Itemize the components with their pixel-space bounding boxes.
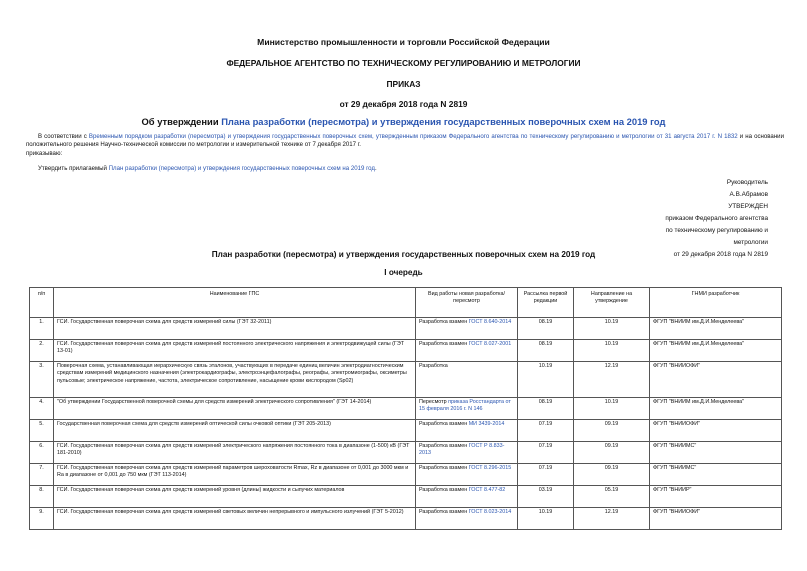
row-number: 1. xyxy=(30,318,54,340)
ministry-heading: Министерство промышленности и торговли Российской Федерации xyxy=(257,37,550,47)
row-developer: ФГУП "ВНИИМС" xyxy=(650,464,782,486)
order-word: приказываю: xyxy=(26,149,63,157)
row-developer: ФГУП "ВНИИОФИ" xyxy=(650,420,782,442)
preamble-text-2: и на основании положительного решения Научно-технической комиссии по метрологии и измерительной технике от 7 декабря 2017 г. xyxy=(26,133,784,149)
row-name: ГСИ. Государственная поверочная схема для средств измерений световых величин непрерывного и импульсного излучений (ГЭТ 5-2012) xyxy=(54,508,416,530)
row-name: "Об утверждении Государственной поверочной схемы для средств измерений электрического сопротивления" (ГЭТ 14-2014) xyxy=(54,398,416,420)
doc-type-heading: ПРИКАЗ xyxy=(386,79,421,89)
row-developer: ФГУП "ВНИИОФИ" xyxy=(650,508,782,530)
row-name: ГСИ. Государственная поверочная схема для средств измерений постоянного электрического напряжения и электродвижущей силы (ГЭТ 13-01) xyxy=(54,340,416,362)
approval-line-1: Руководитель xyxy=(726,179,768,186)
table-row xyxy=(30,340,782,362)
work-type-text: Пересмотр xyxy=(419,399,449,405)
row-work xyxy=(416,442,518,464)
table-row xyxy=(30,508,782,530)
row-approval: 05.19 xyxy=(574,486,650,508)
table-row xyxy=(30,464,782,486)
work-reference-link[interactable]: ГОСТ 8.477-82 xyxy=(468,487,506,493)
header-developer: ГНМИ разработчик xyxy=(650,288,782,318)
row-developer: ФГУП "ВНИИР" xyxy=(650,486,782,508)
work-reference-link[interactable]: ГОСТ Р 8.833-2013 xyxy=(419,443,505,457)
table-row xyxy=(30,318,782,340)
row-first-edition: 08.19 xyxy=(518,398,574,420)
approval-line-7: от 29 декабря 2018 года N 2819 xyxy=(673,251,768,258)
header-approval-send: Направление на утверждение xyxy=(574,288,650,318)
row-developer: ФГУП "ВНИИМС" xyxy=(650,442,782,464)
row-approval: 10.19 xyxy=(574,318,650,340)
approve-plan-link[interactable]: План разработки (пересмотра) и утверждения государственных поверочных схем на 2019 год xyxy=(108,165,375,172)
preamble-text-1: В соответствии с xyxy=(38,133,89,140)
table-header-row xyxy=(30,288,782,318)
table-row xyxy=(30,362,782,398)
table-row xyxy=(30,442,782,464)
row-approval: 12.19 xyxy=(574,362,650,398)
plan-title: План разработки (пересмотра) и утверждения государственных поверочных схем на 2019 год xyxy=(211,250,596,259)
row-first-edition: 10.19 xyxy=(518,508,574,530)
row-work xyxy=(416,486,518,508)
row-first-edition: 07.19 xyxy=(518,442,574,464)
approval-line-5: по техническому регулированию и xyxy=(665,227,768,234)
work-type-text: Разработка взамен xyxy=(419,421,469,427)
approve-suffix: . xyxy=(374,165,377,172)
row-first-edition: 07.19 xyxy=(518,464,574,486)
approval-line-2: А.В.Абрамов xyxy=(729,191,768,198)
approve-prefix: Утвердить прилагаемый xyxy=(38,165,109,172)
row-approval: 09.19 xyxy=(574,442,650,464)
approval-line-4: приказом Федерального агентства xyxy=(665,215,768,222)
work-type-text: Разработка взамен xyxy=(419,341,469,347)
row-first-edition: 03.19 xyxy=(518,486,574,508)
row-name: Государственная поверочная схема для средств измерений оптической силы очковой оптики (ГЭТ 205-2013) xyxy=(54,420,416,442)
work-reference-link[interactable]: ГОСТ 8.027-2001 xyxy=(468,341,512,347)
order-title xyxy=(0,116,807,127)
header-number: п/п xyxy=(30,288,54,318)
row-developer: ФГУП "ВНИИМ им.Д.И.Менделеева" xyxy=(650,318,782,340)
row-developer: ФГУП "ВНИИМ им.Д.И.Менделеева" xyxy=(650,398,782,420)
row-number: 8. xyxy=(30,486,54,508)
row-name: ГСИ. Государственная поверочная схема для средств измерений силы (ГЭТ 32-2011) xyxy=(54,318,416,340)
row-number: 4. xyxy=(30,398,54,420)
work-reference-link[interactable]: ГОСТ 8.023-2014 xyxy=(468,509,512,515)
temporary-procedure-link[interactable]: Временным порядком разработки (пересмотра) и утверждения государственных поверочных схем, утвержденным приказом Федерального агентства по техническому регулированию и метрологии от 31 августа 2017 г. N 1832 xyxy=(88,133,738,140)
work-type-text: Разработка взамен xyxy=(419,487,469,493)
work-reference-link[interactable]: ГОСТ 8.640-2014 xyxy=(468,319,512,325)
table-row xyxy=(30,398,782,420)
row-number: 2. xyxy=(30,340,54,362)
header-name: Наименование ГПС xyxy=(54,288,416,318)
approval-line-3: УТВЕРЖДЕН xyxy=(728,203,768,210)
plan-title-link[interactable]: Плана разработки (пересмотра) и утверждения государственных поверочных схем на 2019 год xyxy=(221,116,666,127)
row-work xyxy=(416,362,518,398)
approval-block xyxy=(665,177,768,261)
agency-heading: ФЕДЕРАЛЬНОЕ АГЕНТСТВО ПО ТЕХНИЧЕСКОМУ РЕГУЛИРОВАНИЮ И МЕТРОЛОГИИ xyxy=(226,58,581,68)
row-name: ГСИ. Государственная поверочная схема для средств измерений уровня (длины) жидкости и сыпучих материалов xyxy=(54,486,416,508)
row-number: 7. xyxy=(30,464,54,486)
preamble-paragraph xyxy=(26,133,784,158)
work-reference-link[interactable]: приказа Росстандарта от 15 февраля 2016 г. N 146 xyxy=(419,399,511,413)
plan-table xyxy=(29,287,782,530)
approve-paragraph xyxy=(38,165,796,173)
row-work xyxy=(416,508,518,530)
header-first-edition: Рассылка первой редакции xyxy=(518,288,574,318)
row-approval: 09.19 xyxy=(574,464,650,486)
row-first-edition: 08.19 xyxy=(518,340,574,362)
order-title-prefix: Об утверждении xyxy=(141,116,222,127)
row-work xyxy=(416,340,518,362)
work-type-text: Разработка xyxy=(419,363,448,369)
work-type-text: Разработка взамен xyxy=(419,509,469,515)
row-name: ГСИ. Государственная поверочная схема для средств измерений электрического напряжения постоянного тока в диапазоне (1-500) кВ (ГЭТ 181-2010) xyxy=(54,442,416,464)
row-number: 3. xyxy=(30,362,54,398)
queue-heading: I очередь xyxy=(384,268,423,277)
approval-line-6: метрологии xyxy=(733,239,768,246)
table-row xyxy=(30,420,782,442)
row-approval: 12.19 xyxy=(574,508,650,530)
row-first-edition: 07.19 xyxy=(518,420,574,442)
row-first-edition: 10.19 xyxy=(518,362,574,398)
work-reference-link[interactable]: ГОСТ 8.296-2015 xyxy=(468,465,512,471)
row-work xyxy=(416,420,518,442)
row-number: 5. xyxy=(30,420,54,442)
work-type-text: Разработка взамен xyxy=(419,443,469,449)
date-number: от 29 декабря 2018 года N 2819 xyxy=(339,99,468,109)
row-approval: 10.19 xyxy=(574,398,650,420)
row-name: Поверочная схема, устанавливающая иерархическую связь эталонов, участвующих в передаче единиц величин электродиагностическим средствам измерений медицинского назначения (электрокардиографы, электроэнцефалографы, реографы, электромиографы, оксиметры пульсовые; электрическое напряжение, частота, электрическое сопротивление, насыщение крови кислородом (Sp02) xyxy=(54,362,416,398)
row-work xyxy=(416,318,518,340)
row-first-edition: 08.19 xyxy=(518,318,574,340)
row-approval: 09.19 xyxy=(574,420,650,442)
table-row xyxy=(30,486,782,508)
work-reference-link[interactable]: МИ 3439-2014 xyxy=(468,421,505,427)
header-work-type: Вид работы новая разработка/ пересмотр xyxy=(416,288,518,318)
work-type-text: Разработка взамен xyxy=(419,319,469,325)
row-number: 9. xyxy=(30,508,54,530)
row-approval: 10.19 xyxy=(574,340,650,362)
row-developer: ФГУП "ВНИИМ им.Д.И.Менделеева" xyxy=(650,340,782,362)
row-work xyxy=(416,398,518,420)
row-work xyxy=(416,464,518,486)
row-name: ГСИ. Государственная поверочная схема для средств измерений параметров шероховатости Rmax, Rz в диапазоне от 0,001 до 3000 мкм и Ra в диапазоне от 0,001 до 750 мкм (ГЭТ 113-2014) xyxy=(54,464,416,486)
row-developer: ФГУП "ВНИИОФИ" xyxy=(650,362,782,398)
work-type-text: Разработка взамен xyxy=(419,465,469,471)
row-number: 6. xyxy=(30,442,54,464)
